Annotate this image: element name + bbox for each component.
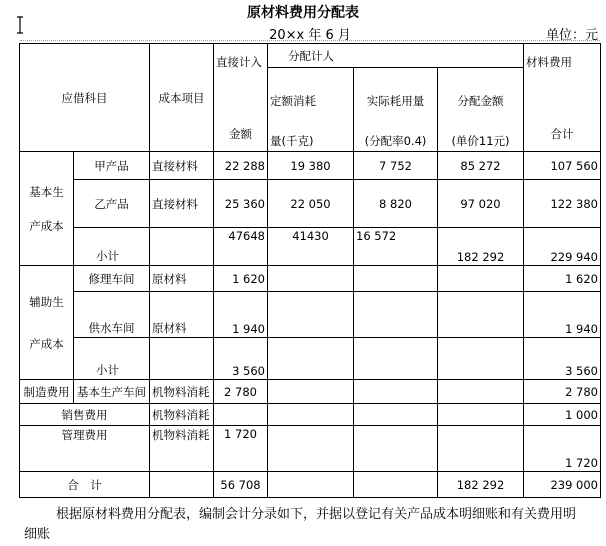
- table-row: [20, 380, 601, 404]
- row-basic-subtotal-total: 229 940: [524, 228, 601, 266]
- row-b-direct: 25 360: [214, 180, 268, 228]
- group-basic: [20, 152, 74, 266]
- row-b-sub: 乙产品: [74, 180, 150, 228]
- header-direct-top: 直接计入: [216, 54, 262, 69]
- row-mfg-acct: 制造费用: [20, 380, 74, 404]
- table-row: [20, 472, 601, 498]
- header-debit-account: 应借科目: [20, 44, 150, 152]
- header-alloc-amount-top: 分配金额: [457, 93, 504, 108]
- row-admin-total: 1 720: [524, 426, 601, 472]
- row-a-item: 直接材料: [150, 152, 214, 180]
- header-total-bottom: 合计: [550, 126, 574, 141]
- row-mfg-direct: 2 780: [214, 380, 268, 404]
- row-water-total: 1 940: [524, 292, 601, 338]
- row-aux-subtotal-direct: 3 560: [214, 338, 268, 380]
- row-b-alloc: 97 020: [438, 180, 524, 228]
- row-a-alloc: 85 272: [438, 152, 524, 180]
- row-a-sub: 甲产品: [74, 152, 150, 180]
- table-row: [20, 292, 601, 338]
- row-sales-total: 1 000: [524, 404, 601, 426]
- table-row: [20, 266, 601, 292]
- table-row: [20, 404, 601, 426]
- row-repair-sub: 修理车间: [74, 266, 150, 292]
- table-row: [20, 152, 601, 180]
- group-basic-line1: 基本生: [29, 184, 64, 199]
- table-row: [20, 338, 601, 380]
- row-a-actual: 7 752: [354, 152, 438, 180]
- row-basic-subtotal-actual: 16 572: [354, 228, 438, 266]
- table-row: [20, 228, 601, 266]
- row-basic-subtotal-quota: 41430: [268, 228, 354, 266]
- row-basic-subtotal-alloc: 182 292: [438, 228, 524, 266]
- row-grand-total: 239 000: [524, 472, 601, 498]
- row-water-item: 原材料: [150, 292, 214, 338]
- group-aux-line2: 产成本: [29, 336, 64, 351]
- table-row: [20, 180, 601, 228]
- row-grand-acct: 合 计: [20, 472, 150, 498]
- header-direct: [214, 44, 268, 152]
- header-actual-top: 实际耗用量: [366, 93, 425, 108]
- group-aux: [20, 266, 74, 380]
- header-direct-bottom: 金额: [229, 126, 252, 141]
- header-alloc-amount-bottom: (单价11元): [451, 133, 510, 148]
- row-basic-subtotal-item: [150, 228, 214, 266]
- row-mfg-sub: 基本生产车间: [74, 380, 150, 404]
- row-b-quota: 22 050: [268, 180, 354, 228]
- row-admin-acct: 管理费用: [20, 426, 150, 472]
- table-date: 20×x 年 6 月: [269, 28, 351, 43]
- header-alloc-amount: [438, 68, 524, 152]
- table-row: [20, 426, 601, 472]
- row-basic-subtotal-label: 小计: [74, 228, 150, 266]
- row-b-actual: 8 820: [354, 180, 438, 228]
- header-actual: [354, 68, 438, 152]
- header-cost-item: 成本项目: [150, 44, 214, 152]
- material-allocation-table: [19, 43, 601, 498]
- journal-note: 根据原材料费用分配表，编制会计分录如下，并据以登记有关产品成本明细账和有关费用明细账: [24, 507, 577, 542]
- row-aux-subtotal-total: 3 560: [524, 338, 601, 380]
- row-repair-item: 原材料: [150, 266, 214, 292]
- row-b-item: 直接材料: [150, 180, 214, 228]
- header-quota-bottom: 量(千克): [270, 133, 314, 148]
- group-basic-line2: 产成本: [29, 218, 64, 233]
- row-basic-subtotal-direct: 47648: [214, 228, 268, 266]
- currency-unit: 单位：元: [545, 28, 598, 43]
- row-grand-direct: 56 708: [214, 472, 268, 498]
- header-total-top: 材料费用: [526, 54, 572, 69]
- row-a-quota: 19 380: [268, 152, 354, 180]
- row-mfg-total: 2 780: [524, 380, 601, 404]
- row-a-direct: 22 288: [214, 152, 268, 180]
- row-b-total: 122 380: [524, 180, 601, 228]
- row-sales-acct: 销售费用: [20, 404, 150, 426]
- row-water-sub: 供水车间: [74, 292, 150, 338]
- header-actual-bottom: (分配率0.4): [364, 133, 427, 148]
- row-admin-item: 机物料消耗: [150, 426, 214, 472]
- group-aux-line1: 辅助生: [29, 294, 64, 309]
- header-quota-top: 定额消耗: [270, 93, 316, 108]
- row-admin-direct: 1 720: [214, 426, 268, 472]
- header-total: [524, 44, 601, 152]
- header-alloc-group: 分配计人: [268, 44, 524, 68]
- table-title: 原材料费用分配表: [247, 5, 359, 21]
- row-grand-alloc: 182 292: [438, 472, 524, 498]
- row-sales-item: 机物料消耗: [150, 404, 214, 426]
- row-aux-subtotal-label: 小计: [74, 338, 150, 380]
- row-mfg-item: 机物料消耗: [150, 380, 214, 404]
- title-subline: [20, 22, 600, 41]
- header-quota: [268, 68, 354, 152]
- row-water-direct: 1 940: [214, 292, 268, 338]
- row-repair-total: 1 620: [524, 266, 601, 292]
- row-repair-direct: 1 620: [214, 266, 268, 292]
- row-a-total: 107 560: [524, 152, 601, 180]
